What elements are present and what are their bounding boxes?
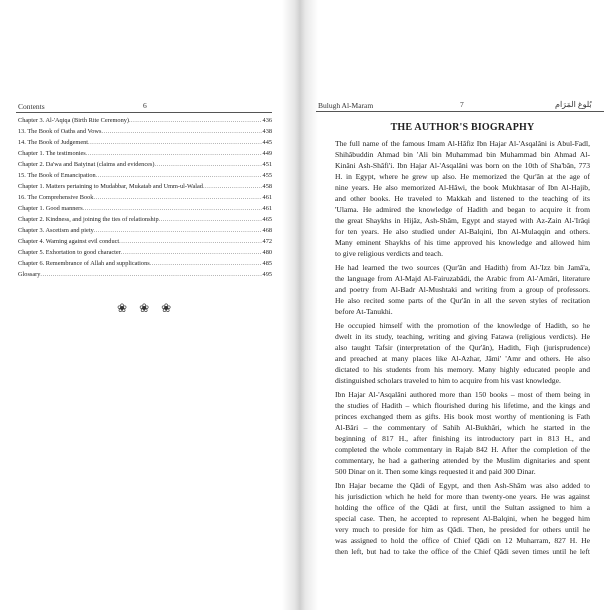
text-line: was assigned to hold the office of Chief Qâdi on 12 Muharram, 827 H. He [335,536,590,545]
toc-entry-page: 465 [262,216,272,223]
toc-entry [18,181,272,192]
toc-entry [18,225,272,236]
toc-entry [18,203,272,214]
toc-entry-title: Glossary [18,271,41,278]
page-number: 6 [143,101,147,110]
text-line: 500 Dinar on it. Then some kings requested it and paid 300 Dinar. [335,467,536,476]
text-line: Kinâni Ash-Shâfi'i. Ibn Hajar Al-'Asqalâni was born on the 10th of Sha'bân, 773 [335,161,590,170]
text-line: Ibn Hajar Al-'Asqalâni authored more than 150 books – most of them being in [335,390,590,399]
toc-entry-title: Chapter 3. Al-'Aqiqa (Birth Rite Ceremony) [18,117,129,124]
text-line: very much to preside for him as Qâdi. Then, he presided for others until he [335,525,590,534]
toc-entry-title: Chapter 3. Ascetism and piety [18,227,94,234]
toc-entry [18,126,272,137]
text-line: also taught Tafsir (interpretation of the Qur'ân), Hadith, Fiqh (jurisprudence) [335,343,590,352]
text-line: holding the office of the Qâdi at first, until the Sultan assigned to him a [335,503,590,512]
toc-entry-page: 461 [262,194,272,201]
text-line: before At-Tanukhi. [335,307,393,316]
text-line: to give religious verdicts and teach. [335,249,443,258]
left-page [0,0,290,610]
header-rule [16,112,272,113]
toc-entry [18,258,272,269]
toc-leader-dots [86,148,262,159]
ornament [117,301,171,316]
toc-entry-page: 455 [262,172,272,179]
toc-entry [18,115,272,126]
text-line: Many eminent Shaykhs of his time approved his knowledge and allowed him [335,238,590,247]
running-head: Bulugh Al-Maram [318,101,374,110]
toc-leader-dots [40,269,261,280]
text-line: special case. Then, he accepted to represent Al-Balqini, when he begged him [335,514,590,523]
toc-entry [18,170,272,181]
text-line: nine years. He also memorized Al-Hâwi, the book Mukhtasar of Ibn Al-Hajib, [335,183,590,192]
toc-entry [18,214,272,225]
text-line: The full name of the famous Imam Al-Hâfiz Ibn Hajar Al-'Asqalâni is Abul-Fadl, [335,139,590,148]
flower-ornament-icon: ❀ [117,301,128,315]
chapter-title: THE AUTHOR'S BIOGRAPHY [390,122,535,133]
toc-leader-dots [121,247,262,258]
text-line: and preached at many places like Al-Azhar, Jâmi' 'Amr and others. He also [335,354,590,363]
toc-leader-dots [119,236,261,247]
toc-entry-title: 16. The Comprehensive Book [18,194,94,201]
toc-leader-dots [96,170,262,181]
toc-entry-page: 472 [262,238,272,245]
running-head: Contents [18,102,45,111]
text-line: dictated to his students from his memory. Many highly educated people and [335,365,590,374]
toc-leader-dots [88,137,262,148]
toc-leader-dots [93,192,261,203]
toc-entry [18,159,272,170]
toc-entry-page: 461 [262,205,272,212]
toc-entry-page: 468 [262,227,272,234]
toc-entry-page: 438 [262,128,272,135]
text-line: and poetry from Al-Badr Al-Mushtaki and writing from a group of professors. [335,285,590,294]
toc-entry-title: Chapter 2. Kindness, and joining the ties of relationship [18,216,159,223]
text-line: H. in Egypt, where he grew up also. He memorized the Qur'ân at the age of [335,172,590,181]
toc-entry-title: 15. The Book of Emancipation [18,172,96,179]
toc-entry-title: Chapter 2. Da'wa and Baiyinat (claims and evidences) [18,161,155,168]
text-line: and other books. He traveled to Makkah and listened to the teaching of its [335,194,590,203]
flower-ornament-icon: ❀ [161,301,172,315]
page-number: 7 [460,100,464,109]
toc-entry [18,148,272,159]
paragraph [335,389,590,477]
toc-leader-dots [94,225,262,236]
paragraph [335,480,590,557]
text-line: Al-Bâri – the commentary of Sahih Al-Bukhâri, which he started in the [335,423,590,432]
text-line: then left, but had to take the office of the Chief Qâdi seven times until he left [335,547,590,556]
toc-entry-page: 480 [262,249,272,256]
header-rule [316,111,604,112]
toc-entry [18,137,272,148]
toc-leader-dots [129,115,262,126]
toc-leader-dots [154,159,261,170]
toc-leader-dots [150,258,262,269]
text-line: for ten years. He also studied under Al-Balqini, Ibn Al-Mulaqqin and others. [335,227,590,236]
toc-entry [18,247,272,258]
text-line: completed the whole commentary in Rajab 842 H. After the completion of the [335,445,590,454]
toc-entry-title: Chapter 4. Warning against evil conduct [18,238,120,245]
table-of-contents [18,115,272,280]
toc-entry [18,192,272,203]
toc-entry-title: Chapter 5. Exhortation to good character [18,249,121,256]
text-line: commentary, he had a gathering attended by the Muslim dignitaries and spent [335,456,590,465]
toc-leader-dots [83,203,262,214]
text-line: 'Ulama. He admired the knowledge of Hadith and began to acquire it from [335,205,590,214]
toc-leader-dots [203,181,262,192]
toc-entry-page: 495 [262,271,272,278]
toc-leader-dots [101,126,261,137]
paragraph [335,262,590,317]
text-line: He also recited some parts of the Qur'ân in all the seven styles of recitation [335,296,590,305]
text-line: the great Shaykhs in Hijâz, Ash-Shâm, Egypt and stayed with Az-Zain Al-'Irâqi [335,216,590,225]
text-line: Ibn Hajar became the Qâdi of Egypt, and then Ash-Shâm was also added to [335,481,590,490]
text-line: He occupied himself with the promotion of the knowledge of Hadith, so he [335,321,590,330]
text-line: dwelt in its study, teaching, writing and giving Fatawa (religious verdicts). He [335,332,590,341]
toc-entry-page: 436 [262,117,272,124]
toc-entry-page: 485 [262,260,272,267]
text-line: beginning of 817 H., after finishing its introductory part in 813 H., and [335,434,590,443]
toc-entry-page: 458 [262,183,272,190]
toc-entry-title: Chapter 6. Remembrance of Allah and supplications [18,260,150,267]
toc-entry [18,236,272,247]
text-line: distinguished scholars traveled to him to acquire from his vast knowledge. [335,376,561,385]
toc-entry-page: 451 [262,161,272,168]
toc-entry-title: Chapter 1. The testimonies [18,150,86,157]
toc-entry-title: Chapter 1. Good manners [18,205,83,212]
text-line: the language from Al-Majd Al-Fairuzabâdi, the Arabic from Al-'Amâri, literature [335,274,590,283]
toc-entry [18,269,272,280]
toc-entry-title: Chapter 1. Matters pertaining to Mudabbar, Mukatab and Umm-ul-Walad [18,183,203,190]
running-head-arabic: بُلوغ المَرَام [555,100,592,109]
toc-entry-title: 14. The Book of Judgement [18,139,89,146]
text-line: princes exchanged them as gifts. His book most worthy of mentioning is Fath [335,412,590,421]
toc-entry-page: 449 [262,150,272,157]
toc-leader-dots [159,214,262,225]
text-line: He had learned the two sources (Qur'ân and Hadith) from Al-'Izz bin Jamâ'a, [335,263,590,272]
toc-entry-page: 445 [262,139,272,146]
text-line: Shihâbuddin Ahmad bin 'Ali bin Muhammad bin Muhammad bin Ahmad Al- [335,150,590,159]
toc-entry-title: 13. The Book of Oaths and Vows [18,128,102,135]
paragraph [335,320,590,386]
flower-ornament-icon: ❀ [139,301,150,315]
text-line: his jurisdiction which he held for more than twenty-one years. He was against [335,492,590,501]
biography-text [335,138,590,560]
text-line: the studies of Hadith – which flourished during his lifetime, and the kings and [335,401,590,410]
paragraph [335,138,590,259]
